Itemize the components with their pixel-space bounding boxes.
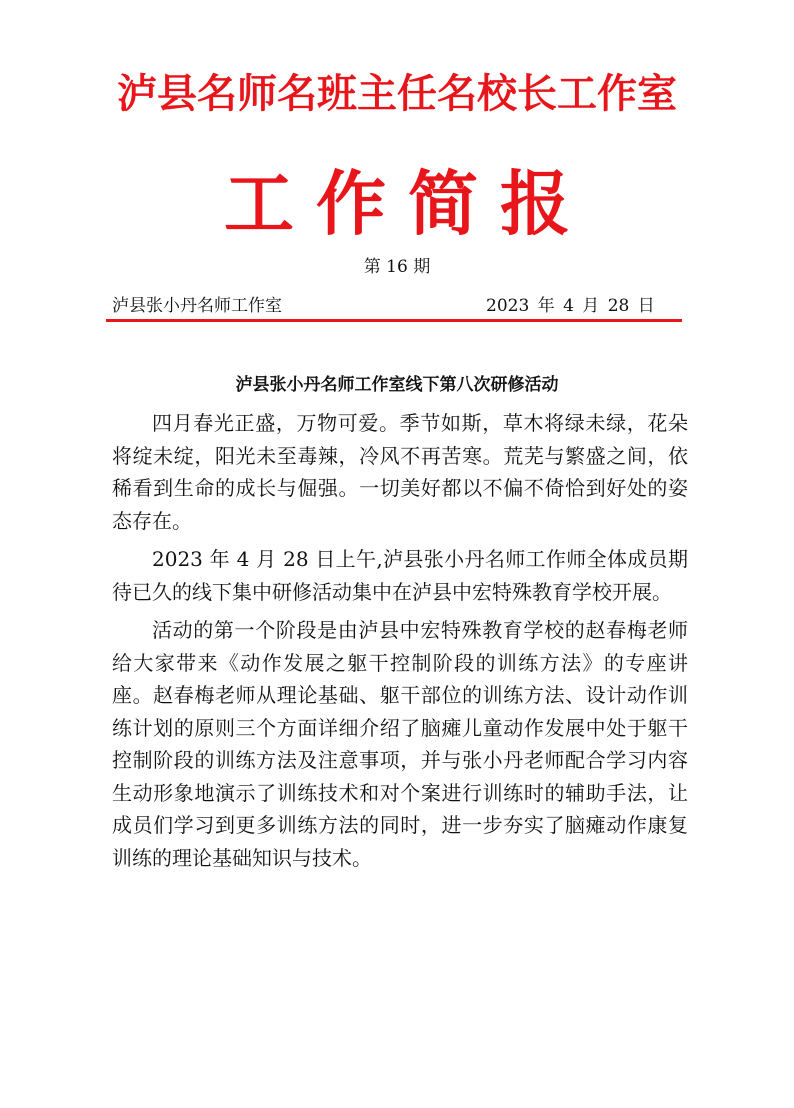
article-paragraph: 活动的第一个阶段是由泸县中宏特殊教育学校的赵春梅老师给大家带来《动作发展之躯干控制阶段的训练方法》的专座讲座。赵春梅老师从理论基础、躯干部位的训练方法、设计动作训练计划的原则三个方面详细介绍了脑瘫儿童动作发展中处于躯干控制阶段的训练方法及注意事项，并与张小丹老师配合学习内容生动形象地演示了训练技术和对个案进行训练时的辅助手法，让成员们学习到更多训练方法的同时，进一步夯实了脑瘫动作康复训练的理论基础知识与技术。 (112, 618, 688, 870)
studio-name: 泸县张小丹名师工作室 (112, 296, 282, 316)
issue-date: 2023 年 4 月 28 日 (486, 296, 655, 316)
article-title: 泸县张小丹名师工作室线下第八次研修活动 (235, 375, 559, 395)
issue-number: 第 16 期 (363, 257, 431, 277)
organization-title: 泸县名师名班主任名校长工作室 (117, 70, 677, 117)
header-divider (106, 319, 682, 322)
article-paragraph: 四月春光正盛，万物可爱。季节如斯，草木将绿未绿，花朵将绽未绽，阳光未至毒辣，冷风不再苦寒。荒芜与繁盛之间，依稀看到生命的成长与倔强。一切美好都以不偏不倚恰到好处的姿态存在。 (112, 411, 688, 533)
article-body (112, 407, 688, 880)
bulletin-title: 工作简报 (224, 162, 592, 245)
article-paragraph: 2023 年 4 月 28 日上午,泸县张小丹名师工作师全体成员期待已久的线下集中研修活动集中在泸县中宏特殊教育学校开展。 (112, 547, 688, 604)
